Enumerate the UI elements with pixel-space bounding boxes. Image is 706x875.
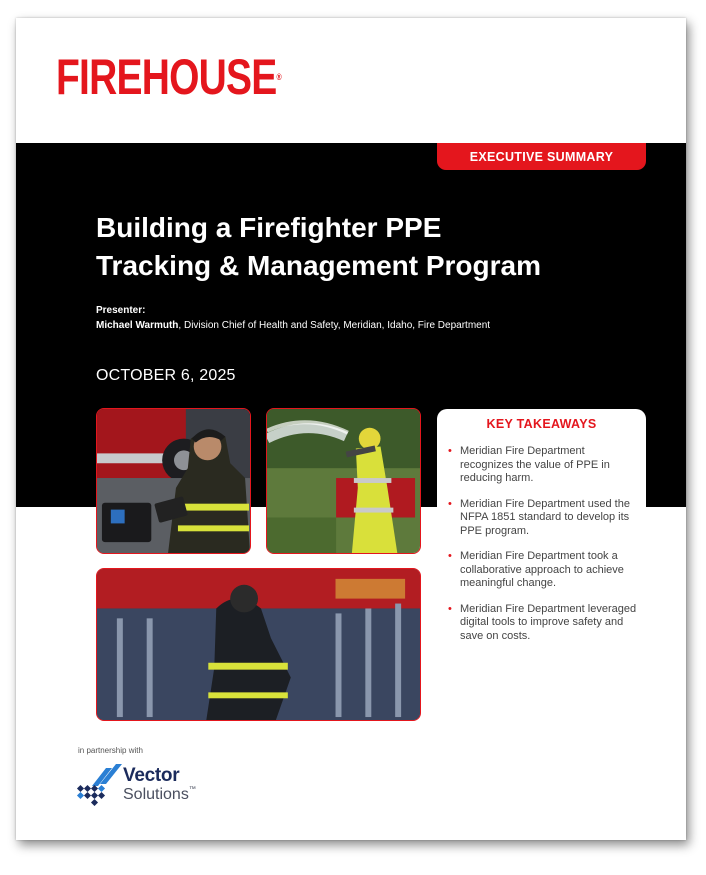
bullet-icon: •: [448, 602, 452, 615]
vector-solutions-mark-icon: [76, 762, 122, 806]
title-line-2: Tracking & Management Program: [96, 250, 542, 281]
key-takeaways-title: KEY TAKEAWAYS: [486, 417, 597, 431]
bullet-icon: •: [448, 445, 452, 457]
list-item: • Meridian Fire Department used the NFPA 1851 standard to develop its PPE program.: [448, 497, 630, 537]
page-title: [96, 209, 656, 285]
bullet-icon: •: [448, 550, 452, 562]
partnership-label: in partnership with: [78, 746, 143, 755]
photo-firefighter-tablet: [96, 408, 251, 554]
photo-firefighter-truck: [96, 568, 421, 721]
presenter-label: Presenter:: [96, 305, 146, 316]
key-takeaways-panel: [437, 409, 646, 699]
presenter-details: , Division Chief of Health and Safety, Meridian, Idaho, Fire Department: [178, 320, 491, 331]
list-item: • Meridian Fire Department leveraged digital tools to improve safety and save on costs.: [448, 602, 637, 642]
photo-firefighter-hose: [266, 408, 421, 554]
event-date: OCTOBER 6, 2025: [96, 367, 236, 384]
firehouse-logo: FIREHOUSE®: [56, 49, 282, 105]
executive-summary-badge: EXECUTIVE SUMMARY: [437, 143, 646, 170]
list-item: • Meridian Fire Department recognizes the value of PPE in reducing harm.: [448, 445, 610, 484]
bullet-icon: •: [448, 497, 452, 510]
presenter-info: [96, 320, 490, 331]
vector-solutions-logo: [76, 762, 236, 810]
document-page: [16, 18, 686, 840]
title-line-1: Building a Firefighter PPE: [96, 212, 442, 243]
vector-solutions-subname: Solutions™: [123, 786, 196, 803]
key-takeaways-list: [437, 445, 646, 643]
presenter-name: Michael Warmuth: [96, 320, 179, 331]
list-item: • Meridian Fire Department took a collaborative approach to achieve meaningful change.: [448, 550, 624, 589]
vector-solutions-name: Vector: [123, 765, 180, 786]
